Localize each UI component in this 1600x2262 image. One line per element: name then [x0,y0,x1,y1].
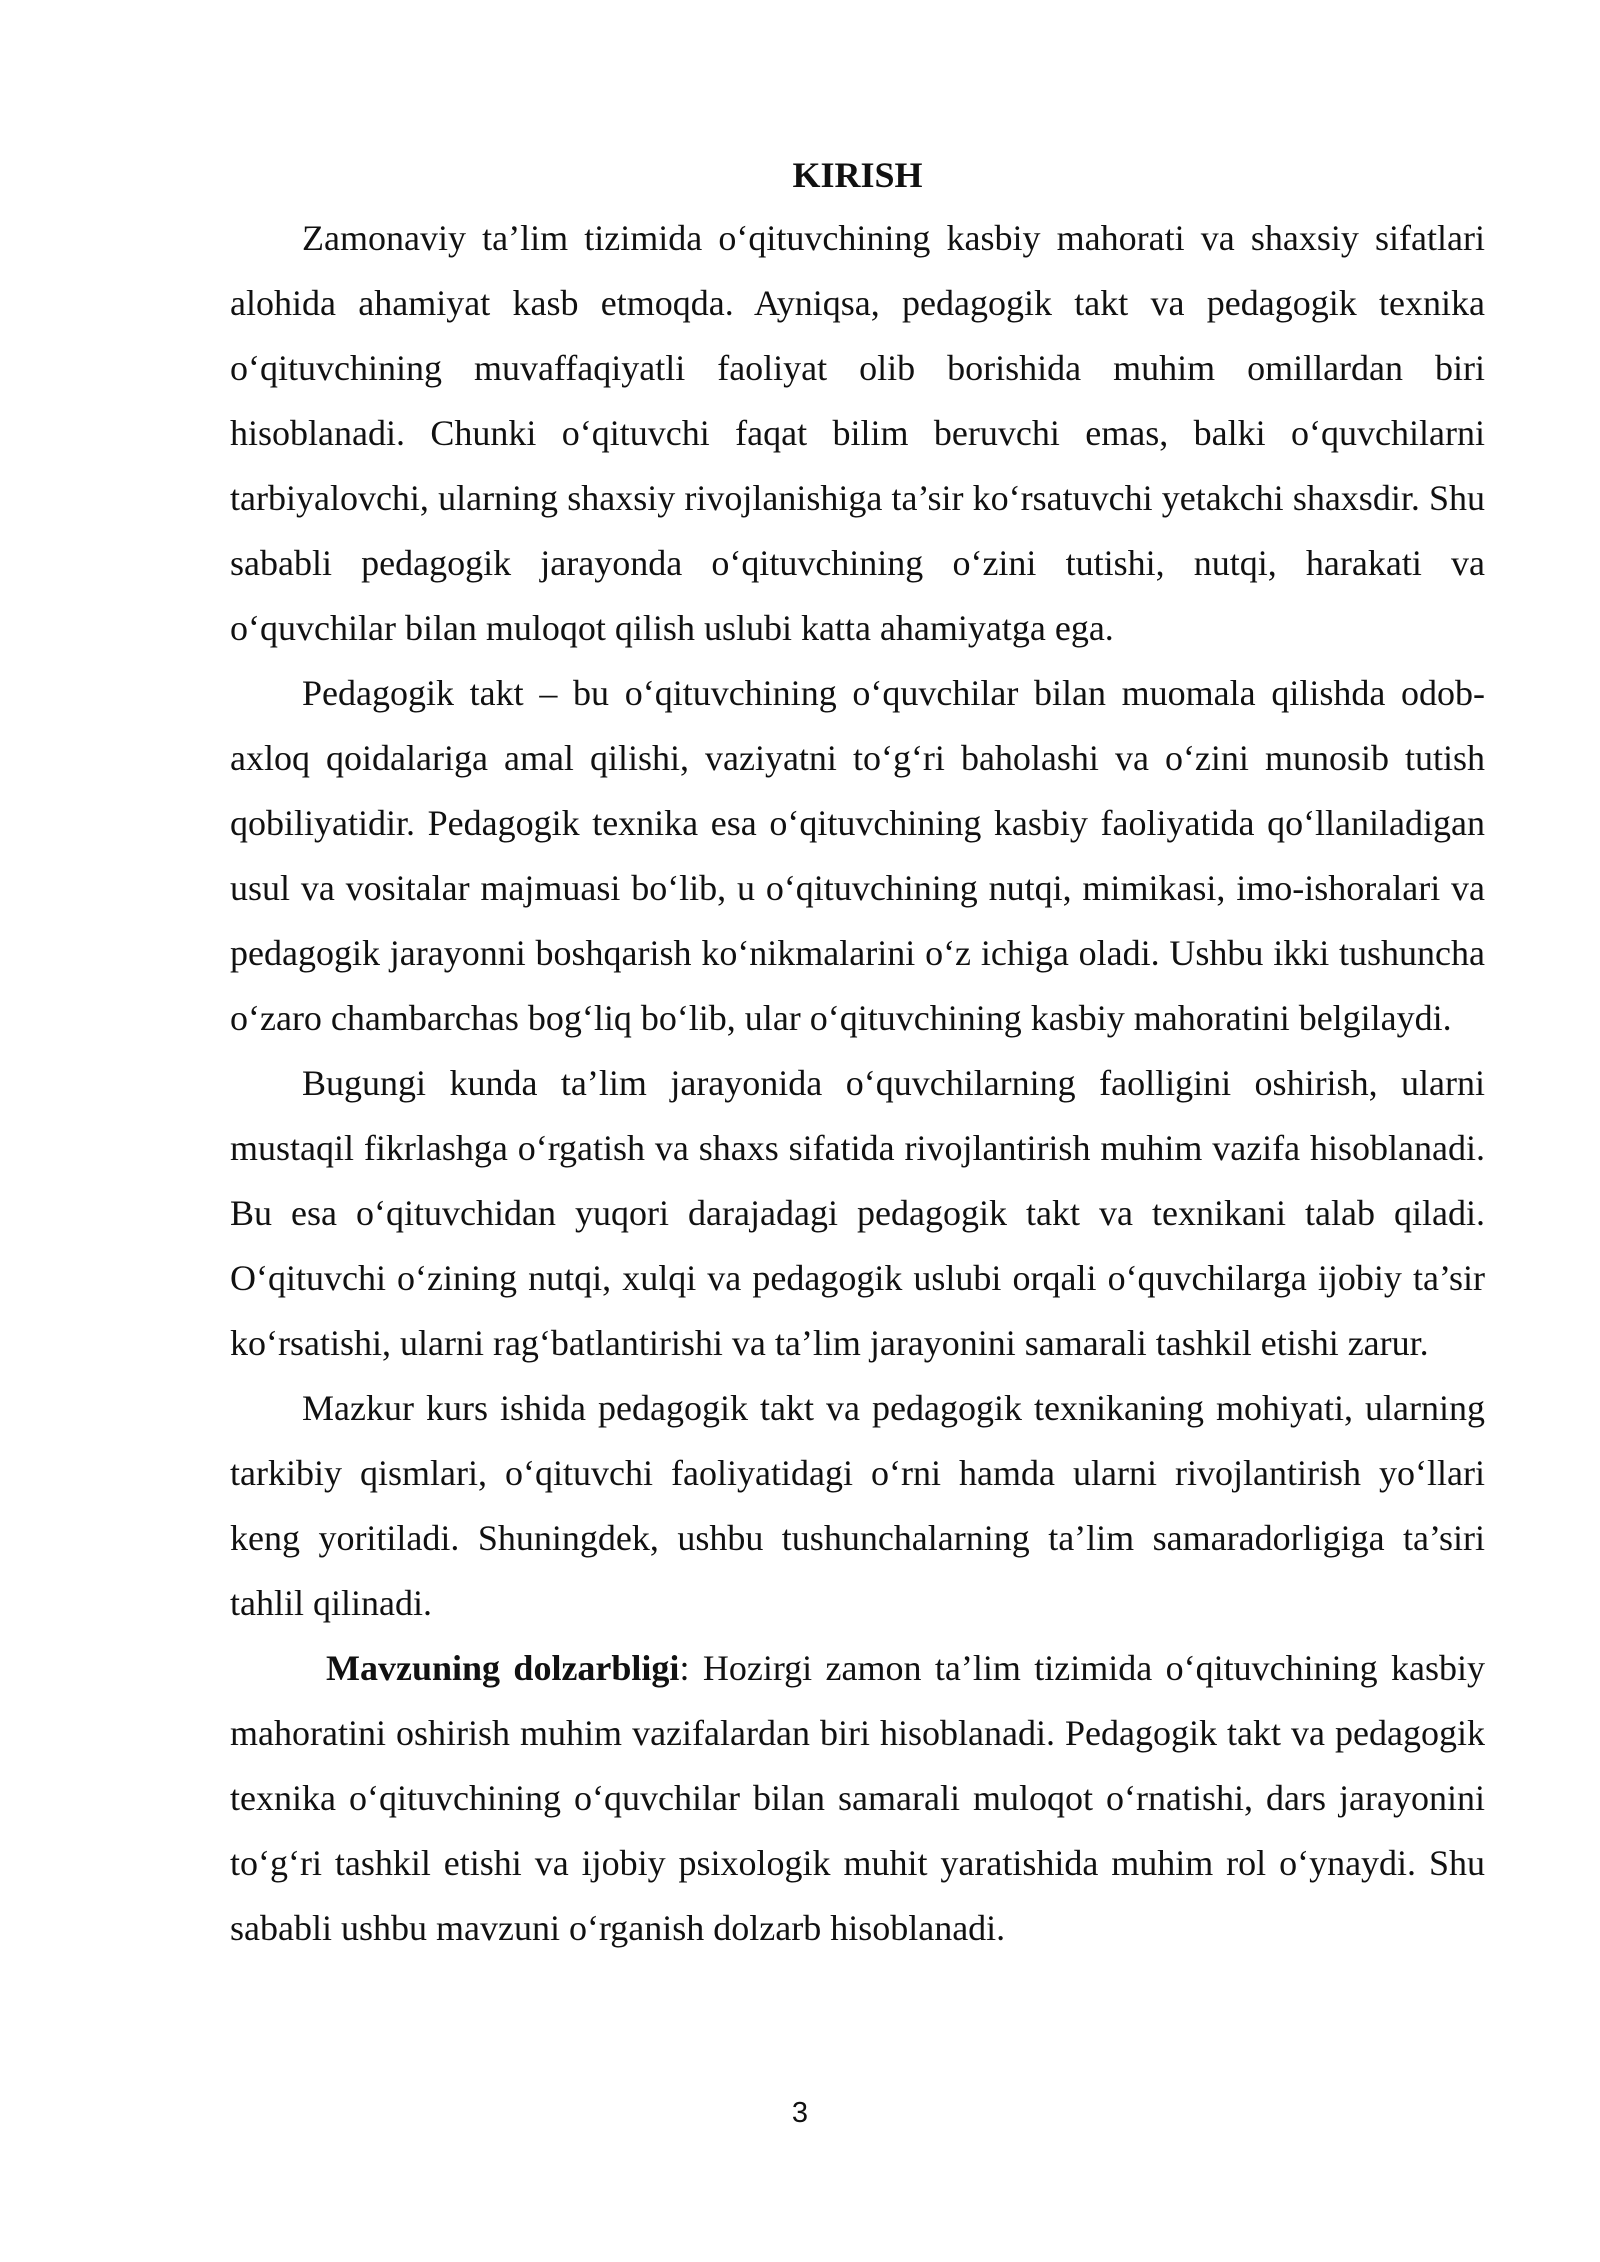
relevance-colon: : [679,1648,690,1688]
relevance-label: Mavzuning dolzarbligi [326,1648,680,1688]
paragraph-pedagogical-tact: Pedagogik takt – bu o‘qituvchining o‘quvchilar bilan muomala qilishda odob-axloq qoidalariga amal qilishi, vaziyatni to‘g‘ri baholashi va o‘zini munosib tutish qobiliyatidir. Pedagogik texnika esa o‘qituvchining kasbiy faoliyatida qo‘llaniladigan usul va vositalar majmuasi bo‘lib, u o‘qituvchining nutqi, mimikasi, imo-ishoralari va pedagogik jarayonni boshqarish ko‘nikmalarini o‘z ichiga oladi. Ushbu ikki tushuncha o‘zaro chambarchas bog‘liq bo‘lib, ular o‘qituvchining kasbiy mahoratini belgilaydi. [230,673,1485,1038]
relevance-text: Hozirgi zamon ta’lim tizimida o‘qituvchining kasbiy mahoratini oshirish muhim vazifalardan biri hisoblanadi. Pedagogik takt va pedagogik texnika o‘qituvchining o‘quvchilar bilan samarali muloqot o‘rnatishi, dars jarayonini to‘g‘ri tashkil etishi va ijobiy psixologik muhit yaratishida muhim rol o‘ynaydi. Shu sababli ushbu mavzuni o‘rganish dolzarb hisoblanadi. [230,1648,1486,1948]
page-content [230,150,1485,1961]
paragraph-intro: Zamonaviy ta’lim tizimida o‘qituvchining kasbiy mahorati va shaxsiy sifatlari alohida ahamiyat kasb etmoqda. Ayniqsa, pedagogik takt va pedagogik texnika o‘qituvchining muvaffaqiyatli faoliyat olib borishida muhim omillardan biri hisoblanadi. Chunki o‘qituvchi faqat bilim beruvchi emas, balki o‘quvchilarni tarbiyalovchi, ularning shaxsiy rivojlanishiga ta’sir ko‘rsatuvchi yetakchi shaxsdir. Shu sababli pedagogik jarayonda o‘qituvchining o‘zini tutishi, nutqi, harakati va o‘quvchilar bilan muloqot qilish uslubi katta ahamiyatga ega. [230,218,1485,648]
paragraph-relevance [230,1636,1485,1961]
page-number: 3 [791,2097,809,2129]
paragraph-course-work: Mazkur kurs ishida pedagogik takt va pedagogik texnikaning mohiyati, ularning tarkibiy qismlari, o‘qituvchi faoliyatidagi o‘rni hamda ularni rivojlantirish yo‘llari keng yoritiladi. Shuningdek, ushbu tushunchalarning ta’lim samaradorligiga ta’siri tahlil qilinadi. [230,1388,1485,1623]
section-heading: KIRISH [792,155,923,195]
paragraph-today: Bugungi kunda ta’lim jarayonida o‘quvchilarning faolligini oshirish, ularni mustaqil fikrlashga o‘rgatish va shaxs sifatida rivojlantirish muhim vazifa hisoblanadi. Bu esa o‘qituvchidan yuqori darajadagi pedagogik takt va texnikani talab qiladi. O‘qituvchi o‘zining nutqi, xulqi va pedagogik uslubi orqali o‘quvchilarga ijobiy ta’sir ko‘rsatishi, ularni rag‘batlantirishi va ta’lim jarayonini samarali tashkil etishi zarur. [230,1063,1485,1363]
